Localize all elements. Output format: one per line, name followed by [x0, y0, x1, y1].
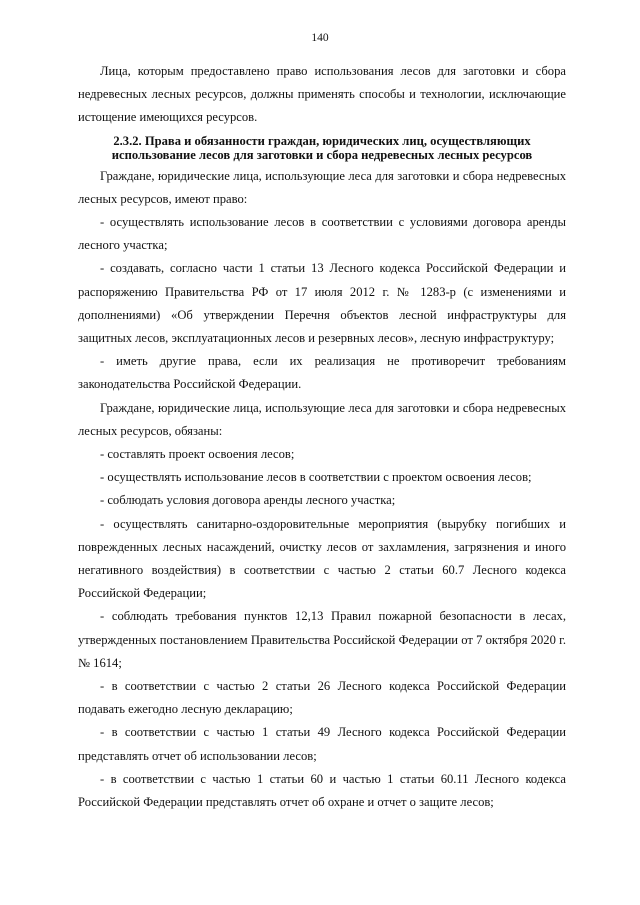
duties-intro-paragraph: Граждане, юридические лица, использующие леса для заготовки и сбора недревесных лесных ресурсов, обязаны:	[78, 400, 566, 438]
duties-item: - соблюдать требования пунктов 12,13 Правил пожарной безопасности в лесах, утвержденных постановлением Правительства Российской Федерации от 7 октября 2020 г. № 1614;	[78, 609, 566, 670]
page-content	[78, 60, 566, 814]
rights-intro-paragraph: Граждане, юридические лица, использующие леса для заготовки и сбора недревесных лесных ресурсов, имеют право:	[78, 168, 566, 206]
duties-item: - составлять проект освоения лесов;	[100, 447, 295, 462]
duties-item: - в соответствии с частью 1 статьи 60 и частью 1 статьи 60.11 Лесного кодекса Российской Федерации представлять отчет об охране и отчет о защите лесов;	[78, 771, 566, 810]
rights-item: - создавать, согласно части 1 статьи 13 Лесного кодекса Российской Федерации и распоряжению Правительства РФ от 17 июля 2012 г. № 1283-р (с изменениями и дополнениями) «Об утверждении Перечня объектов лесной инфраструктуры для защитных лесов, эксплуатационных лесов и резервных лесов», лесную инфраструктуру;	[78, 261, 566, 346]
duties-item: - осуществлять использование лесов в соответствии с проектом освоения лесов;	[100, 470, 532, 485]
duties-item: - в соответствии с частью 2 статьи 26 Лесного кодекса Российской Федерации подавать ежегодно лесную декларацию;	[78, 679, 566, 717]
intro-paragraph: Лица, которым предоставлено право использования лесов для заготовки и сбора недревесных лесных ресурсов, должны применять способы и технологии, исключающие истощение имеющихся ресурсов.	[78, 64, 566, 125]
duties-item: - осуществлять санитарно-оздоровительные мероприятия (вырубку погибших и поврежденных лесных насаждений, очистку лесов от захламления, загрязнения и иного негативного воздействия) в соответствии с частью 2 статьи 60.7 Лесного кодекса Российской Федерации;	[78, 516, 566, 601]
rights-item: - осуществлять использование лесов в соответствии с условиями договора аренды лесного участка;	[78, 215, 566, 253]
rights-item: - иметь другие права, если их реализация не противоречит требованиям законодательства Российской Федерации.	[78, 354, 566, 392]
section-heading: 2.3.2. Права и обязанности граждан, юридических лиц, осуществляющих использование лесов для заготовки и сбора недревесных лесных ресурсов	[111, 133, 533, 163]
page-number: 140	[311, 32, 329, 44]
duties-item: - в соответствии с частью 1 статьи 49 Лесного кодекса Российской Федерации представлять отчет об использовании лесов;	[78, 725, 566, 763]
duties-item: - соблюдать условия договора аренды лесного участка;	[100, 493, 396, 508]
